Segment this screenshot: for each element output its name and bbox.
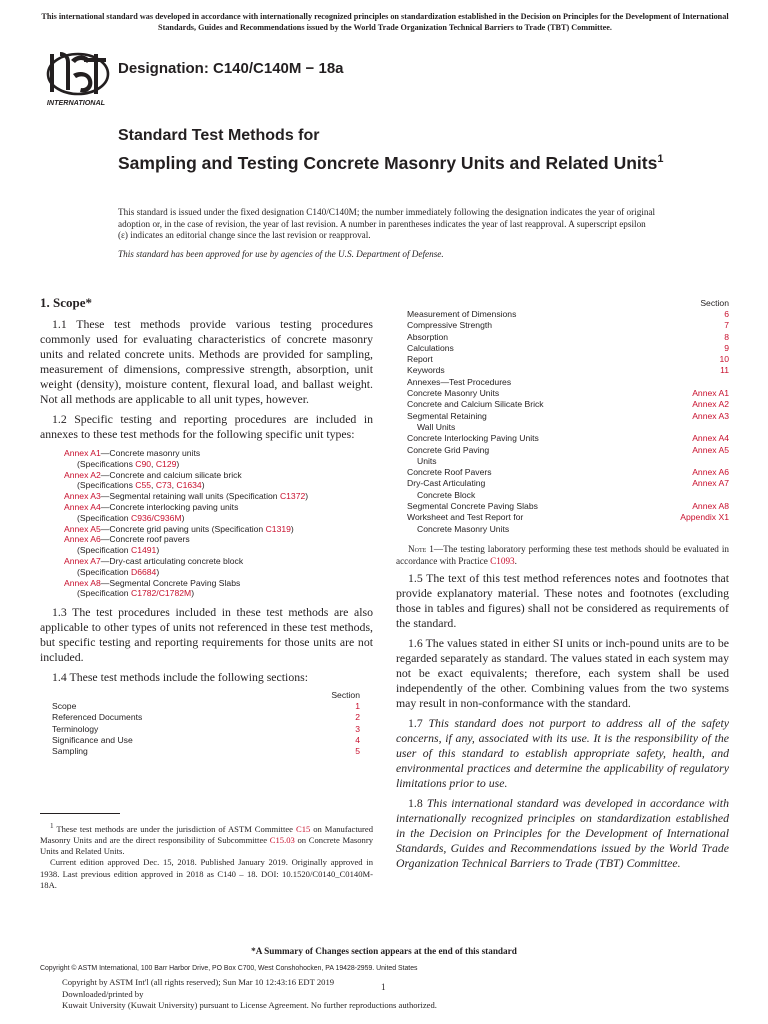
spec-link[interactable]: C90 bbox=[135, 458, 152, 469]
spec-link[interactable]: C129 bbox=[155, 458, 177, 469]
annex-item: Annex A4—Concrete interlocking paving units bbox=[64, 501, 239, 512]
annex-spec: (Specifications C90, C129) bbox=[77, 458, 180, 469]
section-row: Referenced Documents 2 bbox=[52, 712, 360, 723]
section-link[interactable]: Annex A5 bbox=[692, 444, 729, 455]
footnote-jurisdiction: $^1$ These test methods are under the jurisdiction of ASTM Committee C15 on Manufactured Masonry Units and are the direct responsibility of Subcommittee C15.03 on Concrete Masonry Units and Related Units. bbox=[40, 822, 373, 857]
paragraph-1-8: 1.8 This international standard was developed in accordance with internationally recognized principles on standardization established in the Decision on Principles for the Development of International Standards, Guides and Recommendations issued by the World Trade Organization Technical Barriers to Trade (TBT) Committee. bbox=[396, 795, 729, 870]
license-line: Kuwait University (Kuwait University) pursuant to License Agreement. No further reproductions authorized. bbox=[62, 1000, 437, 1011]
annex-item: Annex A7—Dry-cast articulating concrete block bbox=[64, 555, 244, 566]
spec-link[interactable]: C1491 bbox=[130, 545, 157, 556]
section-row: Segmental Concrete Paving Slabs Annex A8 bbox=[407, 501, 729, 512]
section-row: Concrete Block bbox=[417, 489, 476, 500]
section-link[interactable]: 6 bbox=[724, 309, 729, 319]
section-column-header: Section bbox=[331, 690, 360, 701]
annex-spec: (Specification C1491) bbox=[77, 545, 160, 556]
section-column-header: Section bbox=[700, 298, 729, 308]
annex-item: Annex A2—Concrete and calcium silicate brick bbox=[64, 469, 242, 480]
paragraph-1-1: 1.1 These test methods provide various testing procedures commonly used for evaluating characteristics of concrete masonry units and related concrete units. Methods are provided for sampling, measurement of dimensions, compressive strength, absorption, unit weight (density), moisture content, flexural load, and ballast weight. Not all methods are applicable to all unit types, however. bbox=[40, 317, 373, 406]
section-table-left bbox=[40, 690, 360, 757]
subcommittee-link[interactable]: C15.03 bbox=[269, 835, 295, 846]
section-row: Compressive Strength 7 bbox=[407, 320, 729, 331]
section-link[interactable]: Annex A3 bbox=[692, 410, 729, 421]
committee-link[interactable]: C15 bbox=[295, 823, 311, 834]
spec-link[interactable]: C55 bbox=[135, 480, 152, 491]
section-row: Worksheet and Test Report for Appendix X1 bbox=[407, 512, 729, 523]
paragraph-1-4: 1.4 These test methods include the following sections: bbox=[52, 670, 308, 685]
section-row: Sampling 5 bbox=[52, 746, 360, 757]
section-row: Concrete Masonry Units Annex A1 bbox=[407, 388, 729, 399]
section-row: Concrete and Calcium Silicate Brick Annex A2 bbox=[407, 399, 729, 410]
annex-link[interactable]: Annex A7 bbox=[64, 555, 101, 566]
section-link[interactable]: 5 bbox=[355, 746, 360, 757]
annex-link[interactable]: Annex A8 bbox=[64, 577, 101, 588]
practice-link[interactable]: C1093 bbox=[490, 555, 515, 566]
designation: Designation: C140/C140M − 18a bbox=[118, 60, 344, 77]
annex-link[interactable]: Annex A2 bbox=[64, 469, 101, 480]
section-row: Concrete Grid Paving Annex A5 bbox=[407, 444, 729, 455]
title-footnote-ref[interactable]: 1 bbox=[657, 153, 664, 165]
section-row: Report 10 bbox=[407, 354, 729, 365]
section-table-right bbox=[396, 298, 729, 535]
section-link[interactable]: 9 bbox=[724, 342, 729, 353]
spec-link[interactable]: D6684 bbox=[130, 566, 157, 577]
annex-link[interactable]: Annex A1 bbox=[64, 448, 101, 458]
section-link[interactable]: Annex A2 bbox=[692, 399, 729, 410]
section-row: Scope 1 bbox=[52, 701, 360, 712]
spec-link[interactable]: C1634 bbox=[176, 480, 202, 491]
paragraph-1-2: 1.2 Specific testing and reporting procedures are included in annexes to these test methods for the following specific unit types: bbox=[40, 412, 373, 441]
annex-spec: (Specification C936/C936M) bbox=[77, 512, 185, 523]
section-row: Keywords 11 bbox=[407, 365, 729, 376]
annex-item: Annex A8—Segmental Concrete Paving Slabs bbox=[64, 577, 241, 588]
section-row: Significance and Use 4 bbox=[52, 735, 360, 746]
section-row: Wall Units bbox=[417, 421, 456, 432]
section-row: Units bbox=[417, 455, 437, 466]
section-row: Measurement of Dimensions 6 bbox=[407, 309, 729, 319]
title-main bbox=[118, 149, 678, 174]
annex-link[interactable]: Annex A4 bbox=[64, 501, 101, 512]
paragraph-1-5: 1.5 The text of this test method references notes and footnotes that provide explanatory material. These notes and footnotes (excluding those in tables and figures) shall not be considered as requirements of the standard. bbox=[396, 570, 729, 630]
astm-logo bbox=[40, 50, 112, 108]
annex-list bbox=[64, 448, 373, 599]
copyright-line: Copyright © ASTM International, 100 Barr Harbor Drive, PO Box C700, West Conshohocken, PA 19428-2959. United States bbox=[40, 965, 418, 972]
section-link[interactable]: 3 bbox=[355, 723, 360, 734]
section-link[interactable]: Annex A6 bbox=[692, 467, 729, 478]
title-prefix: Standard Test Methods for bbox=[118, 127, 320, 144]
section-link[interactable]: Annex A8 bbox=[692, 501, 729, 512]
section-row: Annexes—Test Procedures bbox=[407, 376, 512, 387]
paragraph-1-6: 1.6 The values stated in either SI units or inch-pound units are to be regarded separately as standard. The values stated in each system may not be exact equivalents; therefore, each system shall be used independently of the other. Combining values from the two systems may result in non-conformance with the standard. bbox=[396, 635, 729, 710]
section-row: Dry-Cast Articulating Annex A7 bbox=[407, 478, 729, 489]
scope-heading: 1. Scope* bbox=[40, 295, 92, 310]
summary-of-changes-note: *A Summary of Changes section appears at the end of this standard bbox=[251, 946, 517, 956]
spec-link[interactable]: C1782/C1782M bbox=[130, 588, 192, 599]
footnote-edition: Current edition approved Dec. 15, 2018. Published January 2019. Originally approved in 1938. Last previous edition approved in 2018 as C140 – 18. DOI: 10.1520/C0140_C0140M-18A. bbox=[40, 857, 373, 890]
dod-approval-statement: This standard has been approved for use by agencies of the U.S. Department of Defense. bbox=[118, 249, 444, 259]
spec-link[interactable]: C1372 bbox=[279, 491, 306, 502]
section-link[interactable]: Annex A4 bbox=[692, 433, 729, 444]
annex-spec: (Specifications C55, C73, C1634) bbox=[77, 480, 205, 491]
section-row: Absorption 8 bbox=[407, 331, 729, 342]
section-link[interactable]: Annex A7 bbox=[692, 478, 729, 489]
annex-spec: (Specification D6684) bbox=[77, 566, 160, 577]
section-link[interactable]: 1 bbox=[355, 701, 360, 712]
license-line: Copyright by ASTM Int'l (all rights reserved); Sun Mar 10 12:43:16 EDT 2019 bbox=[62, 977, 335, 987]
annex-spec: (Specification C1782/C1782M) bbox=[77, 588, 195, 599]
annex-link[interactable]: Annex A3 bbox=[64, 491, 101, 502]
footnote bbox=[40, 821, 373, 891]
tbt-notice: This international standard was developed in accordance with internationally recognized principles on standardization established in the Decision on Principles for the Development of International Standards, Guides and Recommendations issued by the World Trade Organization Technical Barriers to Trade (TBT) Committee. bbox=[41, 12, 729, 32]
page-number: 1 bbox=[381, 982, 386, 992]
section-link[interactable]: Appendix X1 bbox=[680, 512, 729, 523]
issuance-statement: This standard is issued under the fixed designation C140/C140M; the number immediately following the designation indicates the year of original adoption or, in the case of revision, the year of last revision. A number in parentheses indicates the year of last reapproval. A superscript epsilon (ε) indicates an editorial change since the last revision or reapproval. bbox=[118, 207, 656, 241]
section-link[interactable]: 11 bbox=[720, 365, 729, 376]
section-link[interactable]: 10 bbox=[719, 354, 729, 365]
annex-item: Annex A6—Concrete roof pavers bbox=[64, 534, 190, 545]
section-link[interactable]: 8 bbox=[724, 331, 729, 342]
right-column bbox=[396, 298, 729, 876]
footnote-divider bbox=[40, 813, 120, 814]
section-link[interactable]: 7 bbox=[724, 320, 729, 331]
section-link[interactable]: 2 bbox=[355, 712, 360, 723]
annex-link[interactable]: Annex A6 bbox=[64, 534, 101, 545]
spec-link[interactable]: C1319 bbox=[265, 523, 291, 534]
section-row: Terminology 3 bbox=[52, 723, 360, 734]
spec-link[interactable]: C73 bbox=[155, 480, 172, 491]
annex-link[interactable]: Annex A5 bbox=[64, 523, 101, 534]
annex-item: Annex A1—Concrete masonry units bbox=[64, 448, 201, 458]
section-row: Calculations 9 bbox=[407, 342, 729, 353]
left-column bbox=[40, 295, 373, 758]
paragraph-1-7: 1.7 This standard does not purport to address all of the safety concerns, if any, associated with its use. It is the responsibility of the user of this standard to establish appropriate safety, health, and environmental practices and determine the applicability of regulatory limitations prior to use. bbox=[396, 715, 729, 790]
section-row: Segmental Retaining Annex A3 bbox=[407, 410, 729, 421]
title-text: Sampling and Testing Concrete Masonry Units and Related Units bbox=[118, 152, 658, 173]
section-link[interactable]: Annex A1 bbox=[692, 388, 729, 399]
section-link[interactable]: 4 bbox=[355, 735, 360, 746]
annex-item: Annex A5—Concrete grid paving units (Specification C1319) bbox=[64, 523, 294, 534]
section-row: Concrete Masonry Units bbox=[417, 523, 510, 534]
annex-item: Annex A3—Segmental retaining wall units (Specification C1372) bbox=[64, 491, 309, 502]
note-1: Note 1—The testing laboratory performing these test methods should be evaluated in accordance with Practice C1093. bbox=[396, 543, 729, 566]
logo-subtext: INTERNATIONAL bbox=[46, 98, 106, 107]
section-row: Concrete Roof Pavers Annex A6 bbox=[407, 467, 729, 478]
spec-link[interactable]: C936/C936M bbox=[130, 512, 182, 523]
paragraph-1-3: 1.3 The test procedures included in these test methods are also applicable to other types of units not referenced in these test methods, but specific testing and reporting requirements for those units are not included. bbox=[40, 605, 373, 665]
section-row: Concrete Interlocking Paving Units Annex A4 bbox=[407, 433, 729, 444]
license-line: Downloaded/printed by bbox=[62, 988, 144, 999]
